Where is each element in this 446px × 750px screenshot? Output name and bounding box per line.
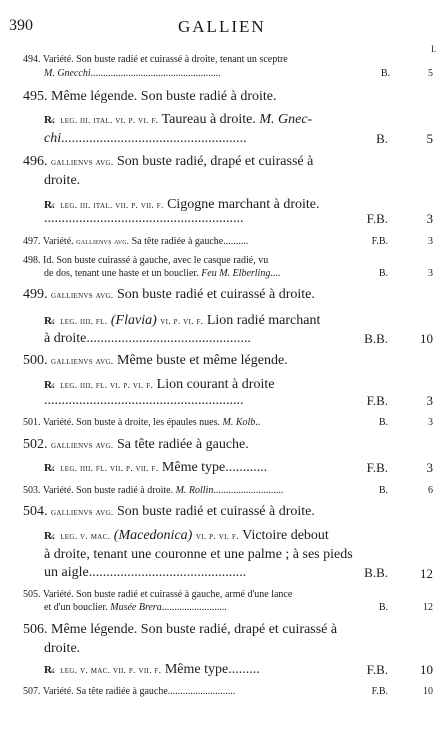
entry-number: 501.: [23, 417, 41, 428]
collection: M. Rollin: [175, 485, 214, 496]
reverse-mark: R̷.: [44, 114, 55, 126]
reverse-mark: R̷.: [44, 664, 55, 676]
entry-number: 499.: [23, 287, 48, 302]
rarity: B.: [380, 68, 390, 79]
rarity: B.: [376, 131, 388, 146]
reverse-mark: R̷.: [44, 462, 55, 474]
entry-495: [23, 89, 276, 105]
value: 3: [428, 417, 433, 428]
entry-number: 500.: [23, 353, 48, 368]
entry-text: Son buste radié, drapé et cuirassé à: [117, 154, 314, 169]
entry-506: [23, 622, 337, 638]
entry-499-rev: [44, 313, 320, 329]
entry-number: 507.: [23, 686, 41, 697]
entry-504: [23, 504, 315, 520]
legend: gallienvs avg.: [51, 508, 114, 518]
collection: M. Gnecchi: [44, 68, 91, 79]
legend-expansion: (Flavia): [110, 313, 157, 328]
leader-dots: .........................................................: [44, 211, 244, 226]
entry-lead: Variété.: [42, 236, 74, 247]
entry-text: Même type: [164, 662, 229, 677]
rarity: F.B.: [366, 211, 388, 226]
legend: gallienvs avg.: [76, 236, 130, 246]
entry-text: Son buste radié et cuirassé à droite.: [117, 287, 315, 302]
collection: M. Gnec-: [259, 112, 313, 127]
entry-502-rev: R̷. leg. iiii. fl. vii. p. vii. f. Même type............: [44, 460, 268, 475]
legend: leg. v. mac.: [60, 532, 111, 542]
entry-text: Même buste et même légende.: [117, 353, 288, 368]
entry-503: 503. Variété. Son buste radié à droite. M. Rollin............................: [23, 485, 284, 496]
value: 3: [428, 236, 433, 247]
legend: leg. iii. ital. vii. p. vii. f.: [60, 201, 164, 211]
running-title: GALLIEN: [178, 17, 266, 36]
value: 3: [428, 268, 433, 279]
entry-text: Lion courant à droite: [156, 377, 275, 392]
entry-497: 497. Variété. gallienvs avg. Sa tête radiée à gauche..........: [23, 236, 249, 247]
entry-text: Son buste radié à droite.: [76, 485, 174, 496]
entry-lead: Variété.: [42, 589, 74, 600]
legend: leg. iii. ital. vi. p. vi. f.: [60, 116, 159, 126]
reverse-mark: R̷.: [44, 199, 55, 211]
legend: gallienvs avg.: [51, 441, 114, 451]
entry-text: Taureau à droite.: [161, 112, 256, 127]
rarity: B.: [378, 485, 388, 496]
entry-496: [23, 154, 313, 170]
value: 10: [420, 331, 433, 346]
rarity: F.B.: [371, 686, 388, 697]
entry-494: [23, 54, 288, 65]
entry-number: 505.: [23, 589, 41, 600]
value: 3: [426, 393, 433, 408]
rarity: B.: [378, 602, 388, 613]
entry-496-cont: droite.: [44, 173, 81, 188]
entry-number: 495.: [23, 89, 48, 104]
rarity: B.: [378, 417, 388, 428]
entry-text: Sa tête radiée à gauche: [76, 686, 168, 697]
entry-number: 498.: [23, 255, 41, 266]
collection: chi: [44, 131, 62, 146]
legend-expansion: (Macedonica): [113, 528, 193, 543]
collection: Feu M. Elberling: [201, 268, 271, 279]
value: 10: [420, 662, 433, 677]
entry-text: Cigogne marchant à droite.: [167, 197, 320, 212]
legend: vi. p. vi. f.: [160, 317, 204, 327]
entry-502: [23, 437, 249, 453]
entry-text: Même légende. Son buste radié, drapé et cuirassé à: [51, 622, 338, 637]
rarity: B.B.: [364, 565, 388, 580]
entry-495-rev: [44, 112, 312, 128]
entry-text: Sa tête radiée à gauche.: [117, 437, 249, 452]
rarity: B.B.: [364, 331, 388, 346]
entry-text: Son buste à droite, les épaules nues.: [76, 417, 221, 428]
rarity: F.B.: [366, 393, 388, 408]
entry-lead: Variété.: [42, 417, 74, 428]
entry-lead: Id.: [43, 255, 54, 266]
entry-495-rev-cont: chi.....................................................: [44, 131, 247, 146]
entry-text: Même légende. Son buste radié à droite.: [51, 89, 277, 104]
margin-mark: I.: [431, 44, 437, 54]
legend: gallienvs avg.: [51, 291, 114, 301]
entry-498-cont: de dos, tenant une haste et un bouclier. Feu M. Elberling....: [44, 268, 281, 279]
entry-498: [23, 255, 268, 266]
entry-494-cont: M. Gnecchi....................................................: [44, 68, 221, 79]
entry-505-cont: et d'un bouclier. Musée Brera..........................: [44, 602, 227, 613]
reverse-mark: R̷.: [44, 530, 55, 542]
entry-text: Son buste radié et cuirassé à droite.: [117, 504, 315, 519]
entry-499: [23, 287, 315, 303]
rarity: B.: [378, 268, 388, 279]
rarity: F.B.: [366, 460, 388, 475]
legend: leg. v. mac. vii. p. vii. f.: [60, 666, 162, 676]
entry-501: 501. Variété. Son buste à droite, les épaules nues. M. Kolb..: [23, 417, 261, 428]
collection: M. Kolb: [222, 417, 256, 428]
entry-number: 502.: [23, 437, 48, 452]
legend: gallienvs avg.: [51, 158, 114, 168]
entry-499-rev-cont: à droite...............................................: [44, 331, 251, 346]
entry-number: 503.: [23, 485, 41, 496]
entry-text: Lion radié marchant: [206, 313, 321, 328]
entry-500: [23, 353, 288, 369]
value: 3: [426, 211, 433, 226]
reverse-mark: R̷.: [44, 379, 55, 391]
value: 3: [426, 460, 433, 475]
page-number: 390: [9, 17, 33, 34]
entry-504-rev-cont: à droite, tenant une couronne et une palme ; à ses pieds: [44, 547, 353, 562]
legend: gallienvs avg.: [51, 357, 114, 367]
entry-number: 506.: [23, 622, 48, 637]
entry-507: 507. Variété. Sa tête radiée à gauche...........................: [23, 686, 236, 697]
entry-text: Même type: [161, 460, 226, 475]
value: 12: [423, 602, 433, 613]
entry-lead: Variété.: [42, 686, 74, 697]
value: 5: [428, 68, 433, 79]
entry-504-rev: [44, 528, 329, 544]
entry-lead: Variété.: [42, 54, 74, 65]
entry-500-rev: [44, 377, 274, 393]
value: 6: [428, 485, 433, 496]
entry-lead: Variété.: [42, 485, 74, 496]
entry-number: 494.: [23, 54, 41, 65]
legend: leg. iiii. fl. vii. p. vii. f.: [60, 464, 159, 474]
entry-text: Son buste radié et cuirassé à gauche, armé d'une lance: [76, 589, 293, 600]
rarity: F.B.: [366, 662, 388, 677]
entry-504-rev-cont2: un aigle.............................................: [44, 565, 247, 580]
leader-dots: .........................................................: [44, 393, 244, 408]
entry-text: Son buste cuirassé à gauche, avec le casque radié, vu: [56, 255, 269, 266]
entry-506-cont: droite.: [44, 641, 81, 656]
entry-number: 497.: [23, 236, 41, 247]
value: 5: [426, 131, 433, 146]
entry-number: 496.: [23, 154, 48, 169]
legend: leg. iiii. fl.: [60, 317, 108, 327]
entry-text: Son buste radié et cuirassé à droite, tenant un sceptre: [76, 54, 288, 65]
rarity: F.B.: [371, 236, 388, 247]
entry-text: Sa tête radiée à gauche: [131, 236, 224, 247]
reverse-mark: R̷.: [44, 315, 55, 327]
entry-506-rev: R̷. leg. v. mac. vii. p. vii. f. Même type.........: [44, 662, 260, 677]
entry-text: Victoire debout: [242, 528, 329, 543]
legend: vi. p. vi. f.: [195, 532, 239, 542]
entry-number: 504.: [23, 504, 48, 519]
entry-505: [23, 589, 292, 600]
legend: leg. iiii. fl. vi. p. vi. f.: [60, 381, 154, 391]
value: 10: [423, 686, 433, 697]
collection: Musée Brera: [110, 602, 162, 613]
value: 12: [420, 566, 433, 581]
